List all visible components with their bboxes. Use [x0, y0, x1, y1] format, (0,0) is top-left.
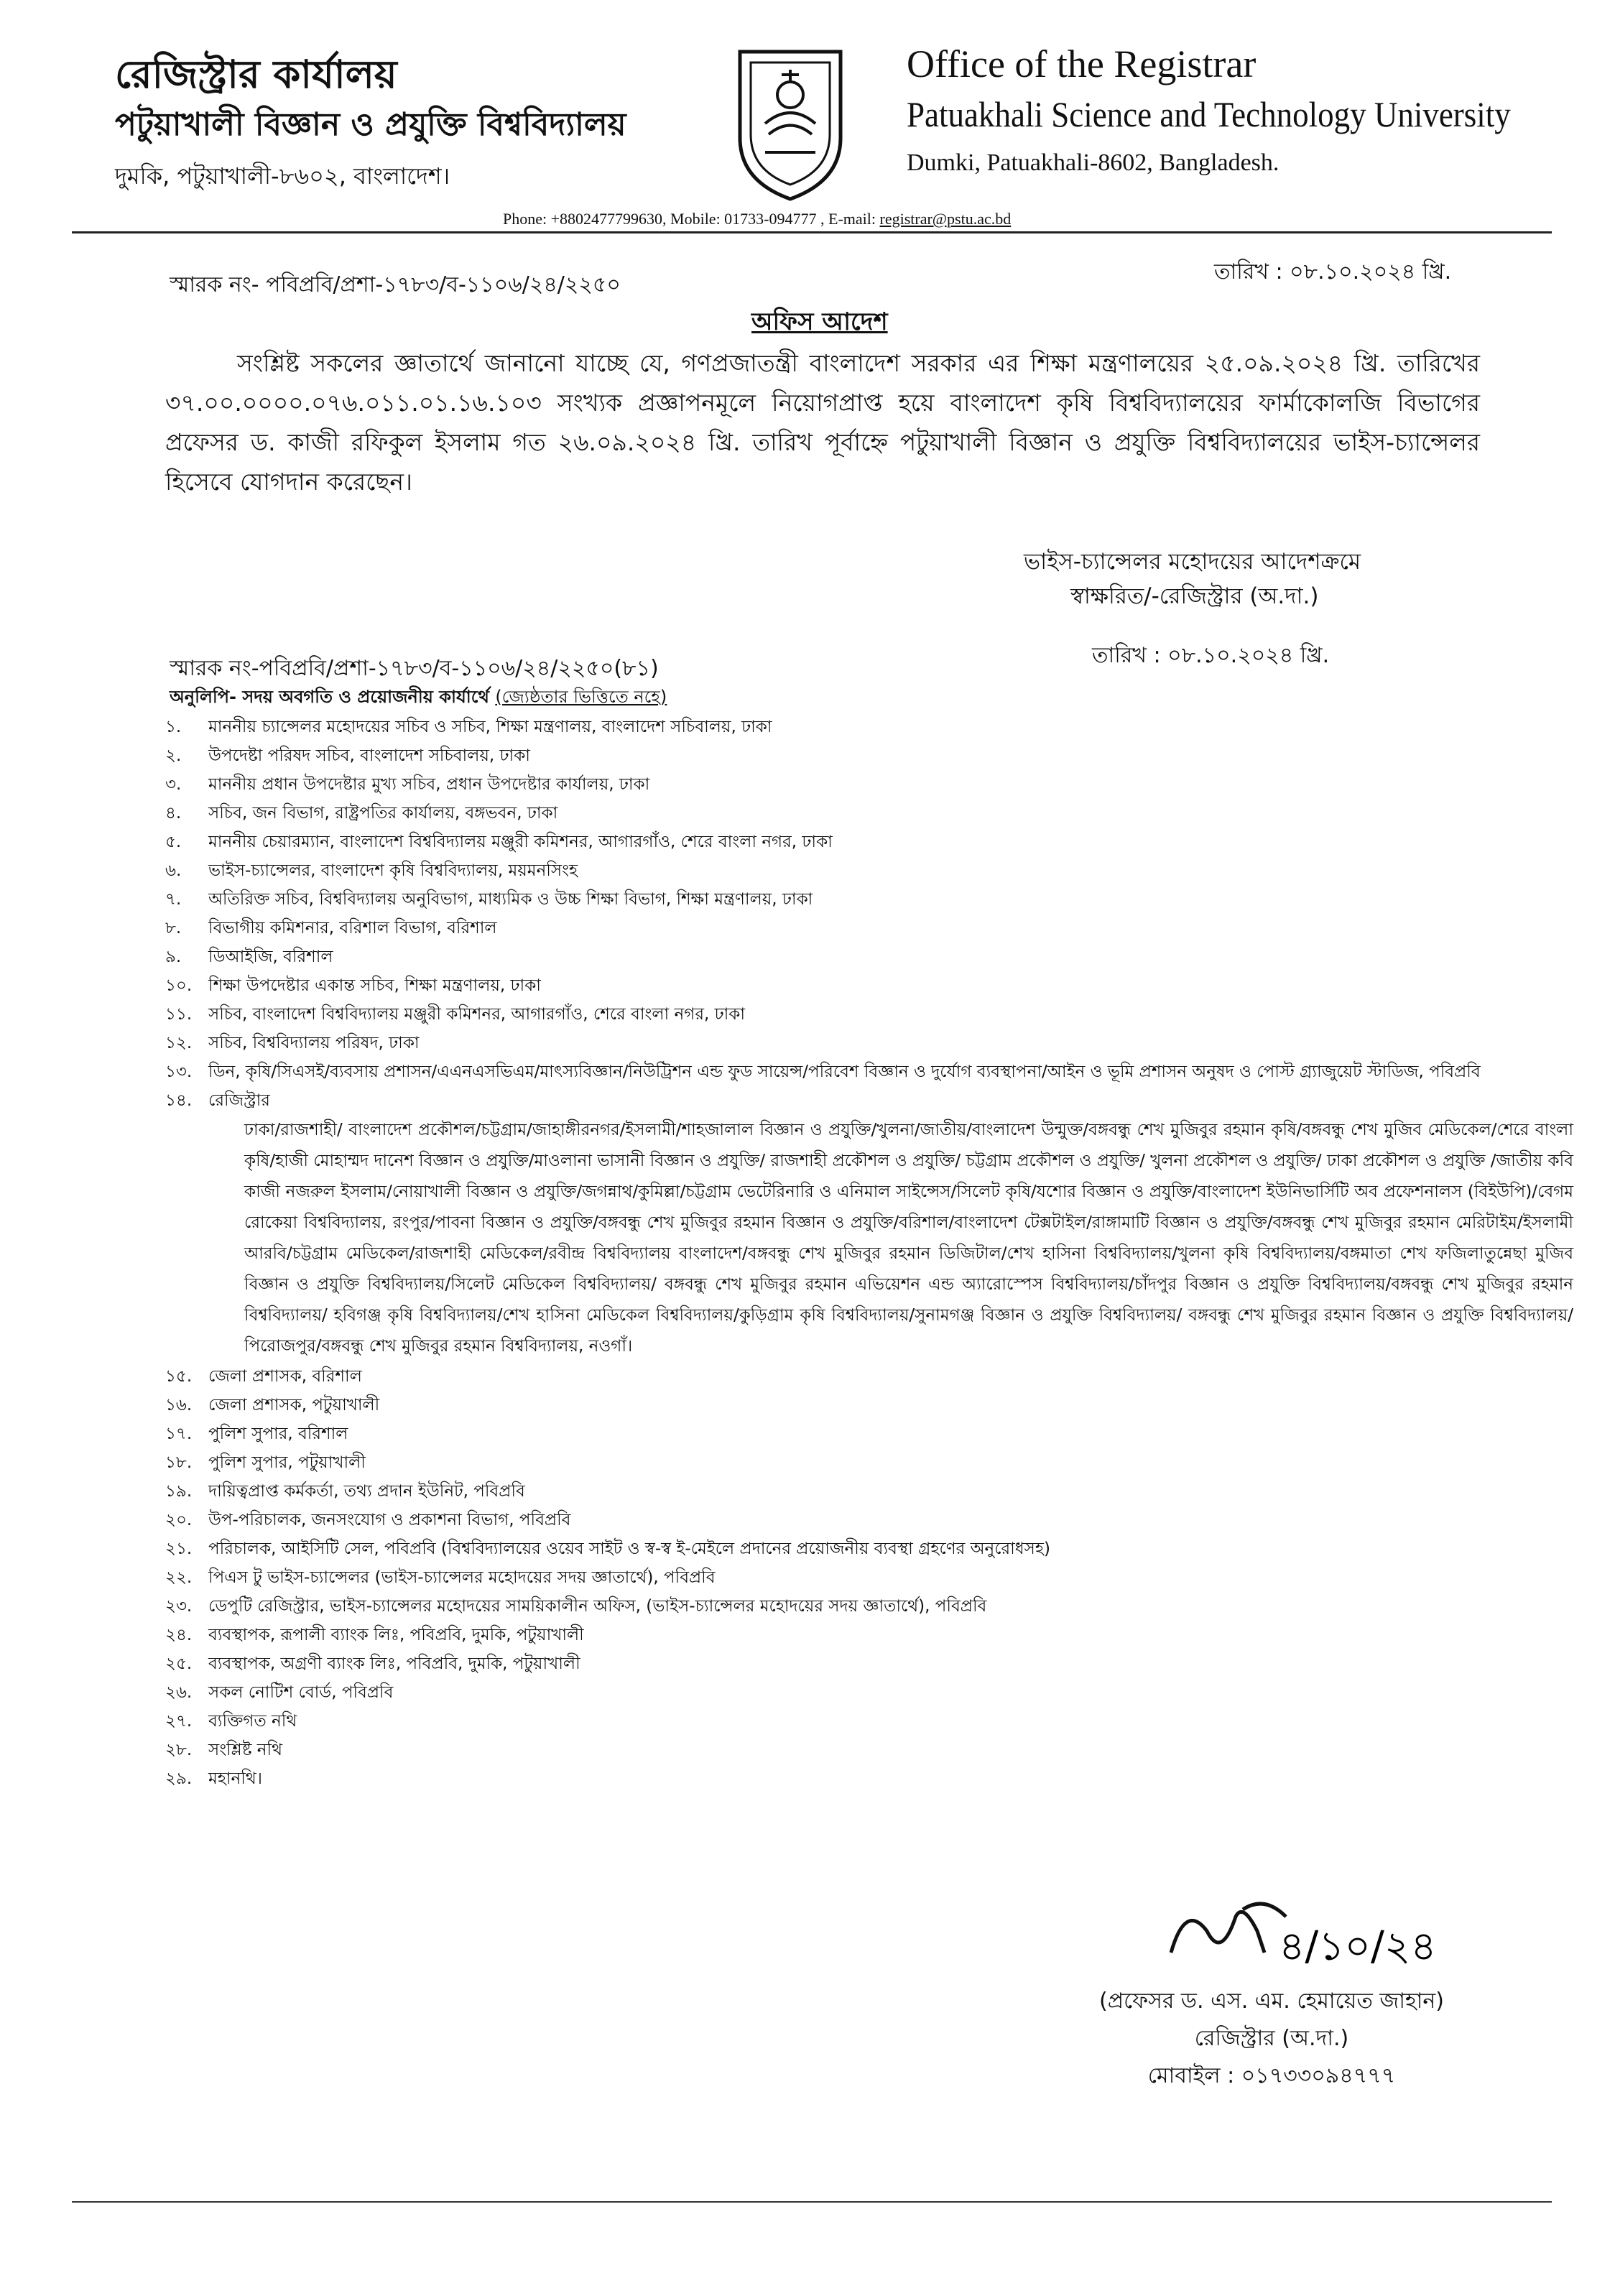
copy-item-text: বিভাগীয় কমিশনার, বরিশাল বিভাগ, বরিশাল	[208, 919, 497, 938]
copy-list-item	[165, 971, 1573, 1000]
copy-item-text: ডিন, কৃষি/সিএসই/ব্যবসায় প্রশাসন/এএনএসভিএম/মাৎস্যবিজ্ঞান/নিউট্রিশন এন্ড ফুড সায়েন্স/পরিবেশ বিজ্ঞান ও দুর্যোগ ব্যবস্থাপনা/আইন ও ভূমি প্রশাসন অনুষদ ও পোস্ট গ্র্যাজুয়েট স্টাডিজ, পবিপ্রবি	[208, 1063, 1481, 1081]
copy-item-number: ২.	[165, 746, 182, 765]
signature-date: ৪/১০/২৪	[1279, 1923, 1437, 1970]
copy-list-item	[165, 1086, 1573, 1115]
by-order-line: ভাইস-চ্যান্সেলর মহোদয়ের আদেশক্রমে	[1024, 549, 1361, 575]
copy-item-number: ৩.	[165, 775, 182, 794]
copy-item-text: উপদেষ্টা পরিষদ সচিব, বাংলাদেশ সচিবালয়, ঢাকা	[208, 746, 530, 765]
order-body: সংশ্লিষ্ট সকলের জ্ঞাতার্থে জানানো যাচ্ছে যে, গণপ্রজাতন্ত্রী বাংলাদেশ সরকার এর শিক্ষা মন্ত্রণালয়ের ২৫.০৯.২০২৪ খ্রি. তারিখের ৩৭.০০.০০০০.০৭৬.০১১.০১.১৬.১০৩ সংখ্যক প্রজ্ঞাপনমূলে নিয়োগপ্রাপ্ত হয়ে বাংলাদেশ কৃষি বিশ্ববিদ্যালয়ের ফার্মাকোলজি বিভাগের প্রফেসর ড. কাজী রফিকুল ইসলাম গত ২৬.০৯.২০২৪ খ্রি. তারিখ পূর্বাহ্নে পটুয়াখালী বিজ্ঞান ও প্রযুক্তি বিশ্ববিদ্যালয়ের ভাইস-চ্যান্সেলর হিসেবে যোগদান করেছেন।	[165, 349, 1480, 496]
copy-date: তারিখ : ০৮.১০.২০২৪ খ্রি.	[1092, 643, 1330, 668]
copy-item-text: পিএস টু ভাইস-চ্যান্সেলর (ভাইস-চ্যান্সেলর মহোদয়ের সদয় জ্ঞাতার্থে), পবিপ্রবি	[208, 1568, 716, 1587]
copy-list-item	[165, 1477, 1573, 1506]
university-name-bn: পটুয়াখালী বিজ্ঞান ও প্রযুক্তি বিশ্ববিদ্যালয়	[115, 106, 626, 143]
address-bn: দুমকি, পটুয়াখালী-৮৬০২, বাংলাদেশ।	[115, 162, 450, 190]
copy-item-number: ১১.	[165, 1005, 193, 1024]
copy-item-text: মাননীয় চ্যান্সেলর মহোদয়ের সচিব ও সচিব, শিক্ষা মন্ত্রণালয়, বাংলাদেশ সচিবালয়, ঢাকা	[208, 718, 772, 736]
copy-item-number: ১৪.	[165, 1091, 193, 1110]
copy-item-number: ১৩.	[165, 1063, 193, 1081]
copy-item-text: ডেপুটি রেজিস্ট্রার, ভাইস-চ্যান্সেলর মহোদয়ের সাময়িকালীন অফিস, (ভাইস-চ্যান্সেলর মহোদয়ের সদয় জ্ঞাতার্থে), পবিপ্রবি	[208, 1597, 987, 1616]
copy-list-item	[165, 1534, 1573, 1563]
copy-list-item	[165, 828, 1573, 856]
copy-item-text: ডিআইজি, বরিশাল	[208, 948, 333, 966]
copy-list-item	[165, 1506, 1573, 1534]
copy-recipient-list	[165, 713, 1573, 1793]
copy-item-number: ২৩.	[165, 1597, 193, 1616]
copy-item-text: ব্যবস্থাপক, রূপালী ব্যাংক লিঃ, পবিপ্রবি, দুমকি, পটুয়াখালী	[208, 1626, 584, 1644]
copy-item-text: পরিচালক, আইসিটি সেল, পবিপ্রবি (বিশ্ববিদ্যালয়ের ওয়েব সাইট ও স্ব-স্ব ই-মেইলে প্রদানের প্রয়োজনীয় ব্যবস্থা গ্রহণের অনুরোধসহ)	[208, 1540, 1050, 1558]
header-divider	[72, 231, 1552, 233]
copy-list-item	[165, 741, 1573, 770]
copy-list-item	[165, 1621, 1573, 1649]
copy-item-text: পুলিশ সুপার, পটুয়াখালী	[208, 1453, 366, 1472]
copy-list-item	[165, 856, 1573, 885]
copy-list-item	[165, 1057, 1573, 1086]
copy-item-text: মহানথি।	[208, 1769, 262, 1788]
copy-item-number: ১৯.	[165, 1482, 193, 1501]
copy-list-item	[165, 713, 1573, 741]
office-title-bn: রেজিস্ট্রার কার্যালয়	[115, 52, 397, 97]
footer-divider	[72, 2201, 1552, 2203]
signed-line: স্বাক্ষরিত/-রেজিস্ট্রার (অ.দা.)	[1070, 583, 1319, 609]
copy-item-number: ২১.	[165, 1540, 193, 1558]
memo-number: স্মারক নং- পবিপ্রবি/প্রশা-১৭৮৩/ব-১১০৬/২৪/২২৫০	[170, 272, 621, 297]
copy-item-number: ২০.	[165, 1511, 193, 1529]
contact-email[interactable]: registrar@pstu.ac.bd	[879, 210, 1012, 228]
copy-item-text: রেজিস্ট্রার	[208, 1091, 270, 1110]
copy-item-text: শিক্ষা উপদেষ্টার একান্ত সচিব, শিক্ষা মন্ত্রণালয়, ঢাকা	[208, 976, 541, 995]
university-logo	[718, 37, 862, 203]
order-title: অফিস আদেশ	[751, 307, 888, 336]
copy-item-text: ভাইস-চ্যান্সেলর, বাংলাদেশ কৃষি বিশ্ববিদ্যালয়, ময়মনসিংহ	[208, 861, 578, 880]
copy-item-text: অতিরিক্ত সচিব, বিশ্ববিদ্যালয় অনুবিভাগ, মাধ্যমিক ও উচ্চ শিক্ষা বিভাগ, শিক্ষা মন্ত্রণালয়, ঢাকা	[208, 890, 813, 909]
copy-list-item	[165, 1115, 1573, 1362]
copy-item-text: মাননীয় প্রধান উপদেষ্টার মুখ্য সচিব, প্রধান উপদেষ্টার কার্যালয়, ঢাকা	[208, 775, 650, 794]
copy-item-number: ২৭.	[165, 1712, 193, 1731]
copy-list-item	[165, 1448, 1573, 1477]
copy-item-text: জেলা প্রশাসক, পটুয়াখালী	[208, 1396, 380, 1415]
copy-item-number: ১৬.	[165, 1396, 193, 1415]
copy-memo-number: স্মারক নং-পবিপ্রবি/প্রশা-১৭৮৩/ব-১১০৬/২৪/২২৫০(৮১)	[170, 656, 659, 681]
copy-list-item	[165, 1563, 1573, 1592]
signatory-mobile: মোবাইল : ০১৭৩৩০৯৪৭৭৭	[1147, 2063, 1396, 2088]
copy-list-item	[165, 914, 1573, 943]
copy-list-item	[165, 1029, 1573, 1057]
copy-list-item	[165, 1420, 1573, 1448]
handwritten-signature	[1157, 1888, 1458, 1981]
copy-item-number: ৮.	[165, 919, 182, 938]
copy-item-number: ১৫.	[165, 1367, 193, 1386]
copy-item-text: ব্যবস্থাপক, অগ্রণী ব্যাংক লিঃ, পবিপ্রবি, দুমকি, পটুয়াখালী	[208, 1654, 580, 1673]
copy-item-number: ১.	[165, 718, 182, 736]
copy-item-text: জেলা প্রশাসক, বরিশাল	[208, 1367, 362, 1386]
copy-item-text: পুলিশ সুপার, বরিশাল	[208, 1425, 348, 1443]
copy-intro-text: অনুলিপি- সদয় অবগতি ও প্রয়োজনীয় কার্যার্থে	[170, 687, 496, 707]
copy-item-number: ১২.	[165, 1034, 193, 1052]
signatory-name: (প্রফেসর ড. এস. এম. হেমায়েত জাহান)	[1098, 1989, 1445, 2014]
copy-item-number: ৬.	[165, 861, 182, 880]
contact-phone: Phone: +8802477799630, Mobile: 01733-094777 , E-mail:	[503, 210, 880, 228]
copy-list-item	[165, 799, 1573, 828]
contact-line	[503, 210, 1011, 228]
copy-item-text: উপ-পরিচালক, জনসংযোগ ও প্রকাশনা বিভাগ, পবিপ্রবি	[208, 1511, 571, 1529]
copy-item-number: ১৭.	[165, 1425, 193, 1443]
copy-list-item	[165, 1391, 1573, 1420]
copy-list-item	[165, 1649, 1573, 1678]
copy-item-number: ৫.	[165, 833, 182, 851]
university-name-en: Patuakhali Science and Technology University	[907, 94, 1511, 134]
copy-item-text: ব্যক্তিগত নথি	[208, 1712, 297, 1731]
office-title-en: Office of the Registrar	[907, 42, 1257, 85]
copy-item-text: সচিব, জন বিভাগ, রাষ্ট্রপতির কার্যালয়, বঙ্গভবন, ঢাকা	[208, 804, 558, 823]
copy-item-number: ২৪.	[165, 1626, 193, 1644]
copy-list-item	[165, 1736, 1573, 1764]
copy-item-text: মাননীয় চেয়ারম্যান, বাংলাদেশ বিশ্ববিদ্যালয় মঞ্জুরী কমিশনর, আগারগাঁও, শেরে বাংলা নগর, ঢাকা	[208, 833, 833, 851]
copy-item-text: ঢাকা/রাজশাহী/ বাংলাদেশ প্রকৌশল/চট্টগ্রাম/জাহাঙ্গীরনগর/ইসলামী/শাহজালাল বিজ্ঞান ও প্রযুক্তি/খুলনা/জাতীয়/বাংলাদেশ উন্মুক্ত/বঙ্গবন্ধু শেখ মুজিবুর রহমান কৃষি/বঙ্গবন্ধু শেখ মুজিব মেডিকেল/শেরে বাংলা কৃষি/হাজী মোহাম্মদ দানেশ বিজ্ঞান ও প্রযুক্তি/মাওলানা ভাসানী বিজ্ঞান ও প্রযুক্তি/ রাজশাহী প্রকৌশল ও প্রযুক্তি/ চট্টগ্রাম প্রকৌশল ও প্রযুক্তি/ খুলনা প্রকৌশল ও প্রযুক্তি/ ঢাকা প্রকৌশল ও প্রযুক্তি /জাতীয় কবি কাজী নজরুল ইসলাম/নোয়াখালী বিজ্ঞান ও প্রযুক্তি/জগন্নাথ/কুমিল্লা/চট্টগ্রাম ভেটেরিনারি ও এনিমাল সাইন্সেস/সিলেট কৃষি/যশোর বিজ্ঞান ও প্রযুক্তি/বাংলাদেশ ইউনিভার্সিটি অব প্রফেশনালস (বিইউপি)/বেগম রোকেয়া বিশ্ববিদ্যালয়, রংপুর/পাবনা বিজ্ঞান ও প্রযুক্তি/বঙ্গবন্ধু শেখ মুজিবুর রহমান বিজ্ঞান ও প্রযুক্তি/বরিশাল/বাংলাদেশ টেক্সটাইল/রাঙ্গামাটি বিজ্ঞান ও প্রযুক্তি/বঙ্গবন্ধু শেখ মুজিবুর রহমান মেরিটাইম/ইসলামী আরবি/চট্টগ্রাম মেডিকেল/রাজশাহী মেডিকেল/রবীন্দ্র বিশ্ববিদ্যালয় বাংলাদেশ/বঙ্গবন্ধু শেখ মুজিবুর রহমান ডিজিটাল/শেখ হাসিনা বিশ্ববিদ্যালয়/খুলনা কৃষি বিশ্ববিদ্যালয়/বঙ্গমাতা শেখ ফজিলাতুন্নেছা মুজিব বিজ্ঞান ও প্রযুক্তি বিশ্ববিদ্যালয়/সিলেট মেডিকেল বিশ্ববিদ্যালয়/ বঙ্গবন্ধু শেখ মুজিবুর রহমান এভিয়েশন এন্ড অ্যারোস্পেস বিশ্ববিদ্যালয়/চাঁদপুর বিজ্ঞান ও প্রযুক্তি বিশ্ববিদ্যালয়/বঙ্গবন্ধু শেখ মুজিবুর রহমান বিশ্ববিদ্যালয়/ হবিগঞ্জ কৃষি বিশ্ববিদ্যালয়/শেখ হাসিনা মেডিকেল বিশ্ববিদ্যালয়/কুড়িগ্রাম কৃষি বিশ্ববিদ্যালয়/সুনামগঞ্জ বিজ্ঞান ও প্রযুক্তি বিশ্ববিদ্যালয়/ বঙ্গবন্ধু শেখ মুজিবুর রহমান বিজ্ঞান ও প্রযুক্তি বিশ্ববিদ্যালয়/পিরোজপুর/বঙ্গবন্ধু শেখ মুজিবুর রহমান বিশ্ববিদ্যালয়, নওগাঁ।	[244, 1121, 1573, 1356]
copy-intro-note: (জ্যেষ্ঠতার ভিত্তিতে নহে)	[495, 687, 667, 707]
copy-item-number: ২৮.	[165, 1741, 193, 1759]
copy-list-item	[165, 885, 1573, 914]
signatory-block	[1049, 1983, 1494, 2095]
copy-intro	[170, 684, 667, 713]
copy-item-number: ৪.	[165, 804, 182, 823]
copy-list-item	[165, 1707, 1573, 1736]
copy-item-number: ২৫.	[165, 1654, 193, 1673]
copy-list-item	[165, 943, 1573, 971]
address-en: Dumki, Patuakhali-8602, Bangladesh.	[907, 149, 1279, 176]
copy-list-item	[165, 1000, 1573, 1029]
copy-list-item	[165, 1362, 1573, 1391]
copy-item-number: ৯.	[165, 948, 182, 966]
copy-list-item	[165, 770, 1573, 799]
copy-item-text: দায়িত্বপ্রাপ্ত কর্মকর্তা, তথ্য প্রদান ইউনিট, পবিপ্রবি	[208, 1482, 525, 1501]
copy-list-item	[165, 1592, 1573, 1621]
copy-item-number: ১৮.	[165, 1453, 193, 1472]
copy-item-number	[165, 1115, 208, 1362]
copy-item-number: ৭.	[165, 890, 182, 909]
copy-item-text: সংশ্লিষ্ট নথি	[208, 1741, 282, 1759]
copy-item-text: সকল নোটিশ বোর্ড, পবিপ্রবি	[208, 1683, 394, 1702]
copy-item-number: ২২.	[165, 1568, 193, 1587]
copy-item-number: ২৬.	[165, 1683, 193, 1702]
copy-item-number: ২৯.	[165, 1769, 193, 1788]
copy-item-text: সচিব, বাংলাদেশ বিশ্ববিদ্যালয় মঞ্জুরী কমিশনর, আগারগাঁও, শেরে বাংলা নগর, ঢাকা	[208, 1005, 746, 1024]
memo-date: তারিখ : ০৮.১০.২০২৪ খ্রি.	[1214, 259, 1452, 284]
signatory-title: রেজিস্ট্রার (অ.দা.)	[1194, 2026, 1349, 2051]
copy-item-text: সচিব, বিশ্ববিদ্যালয় পরিষদ, ঢাকা	[208, 1034, 420, 1052]
copy-item-number: ১০.	[165, 976, 193, 995]
copy-list-item	[165, 1764, 1573, 1793]
copy-list-item	[165, 1678, 1573, 1707]
